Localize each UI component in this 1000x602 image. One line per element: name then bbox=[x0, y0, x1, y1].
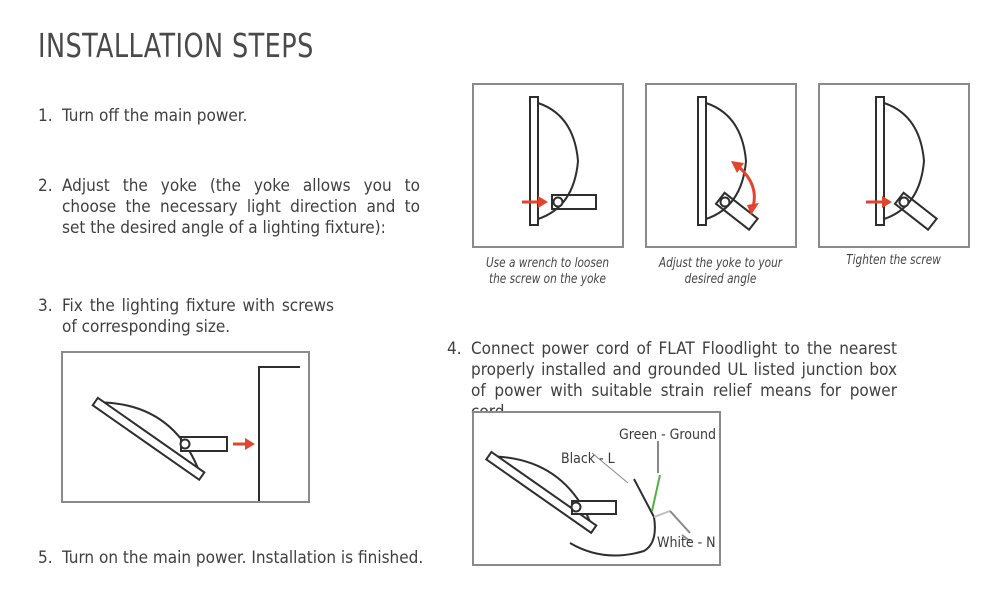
diagram-fix-to-wall bbox=[61, 351, 310, 503]
wire-label-live: Black - L bbox=[561, 451, 615, 467]
step-3 bbox=[38, 296, 358, 340]
step-text: Turn on the main power. Installation is finished. bbox=[62, 548, 424, 568]
step-text: Fix the lighting fixture with screws of corresponding size. bbox=[62, 296, 334, 337]
wire-label-neutral: White - N bbox=[657, 535, 716, 551]
step-text: Connect power cord of FLAT Floodlight to the nearest properly installed and grounded UL listed junction box of power with suitable strain relief means for power bbox=[471, 339, 897, 401]
diagram-adjust-yoke bbox=[645, 83, 797, 248]
step-text: Adjust the yoke (the yoke allows you to choose the necessary light direction and to set the desired angle of a lighting fixture): bbox=[62, 176, 420, 238]
diagram-loosen-screw bbox=[472, 83, 624, 248]
diagram-tighten-screw bbox=[818, 83, 970, 248]
step-text: Turn off the main power. bbox=[62, 106, 248, 126]
step-number: 4. bbox=[447, 339, 462, 359]
step-number: 5. bbox=[38, 548, 53, 568]
red-arrow-icon bbox=[233, 438, 255, 450]
step-number: 1. bbox=[38, 106, 53, 126]
step-4 bbox=[447, 339, 907, 405]
step-number: 2. bbox=[38, 176, 53, 196]
wire-label-ground: Green - Ground bbox=[619, 427, 716, 443]
diagram-wiring bbox=[472, 411, 721, 566]
page-title: INSTALLATION STEPS bbox=[38, 26, 314, 65]
step-number: 3. bbox=[38, 296, 53, 316]
step-5 bbox=[38, 548, 438, 570]
caption-tighten: Tighten the screw bbox=[846, 253, 941, 268]
caption-loosen: Use a wrench to loosen the screw on the yoke bbox=[485, 256, 610, 287]
step-2 bbox=[38, 176, 438, 242]
caption-adjust: Adjust the yoke to your desired angle bbox=[658, 256, 783, 287]
step-1 bbox=[38, 106, 438, 128]
